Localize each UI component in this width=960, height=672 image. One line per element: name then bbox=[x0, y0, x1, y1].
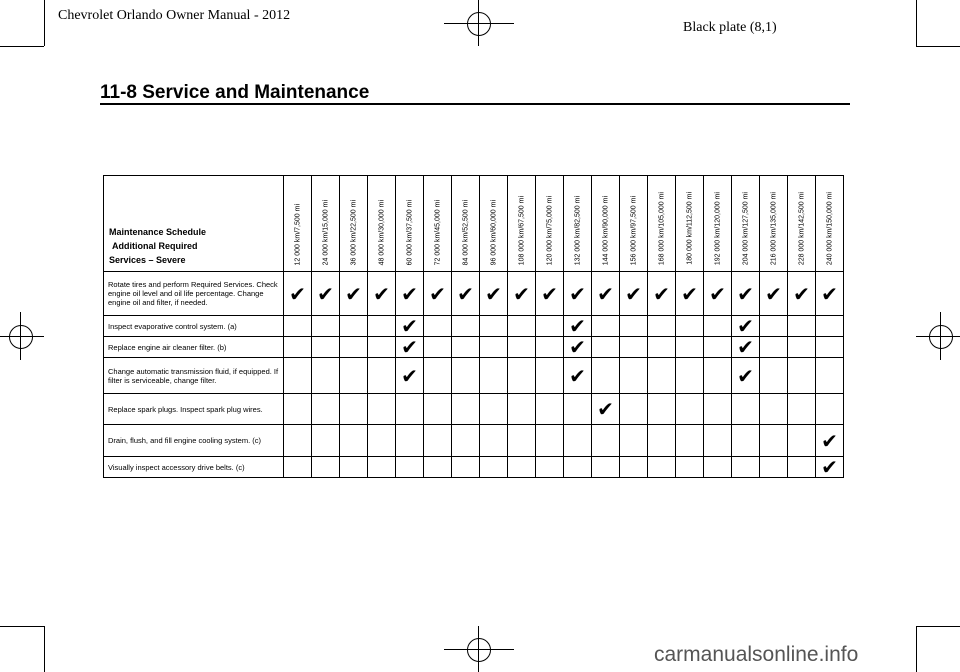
empty-cell bbox=[312, 316, 340, 337]
interval-header bbox=[452, 176, 480, 272]
empty-cell bbox=[536, 316, 564, 337]
schedule-heading: Maintenance Schedule bbox=[109, 227, 207, 237]
interval-label: 108 000 km/67,500 mi bbox=[518, 195, 525, 265]
empty-cell bbox=[704, 394, 732, 425]
interval-header bbox=[648, 176, 676, 272]
empty-cell bbox=[284, 457, 312, 478]
empty-cell bbox=[760, 316, 788, 337]
empty-cell bbox=[648, 425, 676, 457]
empty-cell bbox=[536, 457, 564, 478]
check-mark-icon: ✔ bbox=[564, 316, 592, 337]
check-mark-icon: ✔ bbox=[704, 272, 732, 316]
check-mark-icon: ✔ bbox=[396, 337, 424, 358]
check-mark-icon: ✔ bbox=[564, 358, 592, 394]
schedule-header-row bbox=[104, 176, 844, 272]
empty-cell bbox=[312, 394, 340, 425]
empty-cell bbox=[452, 425, 480, 457]
empty-cell bbox=[592, 316, 620, 337]
empty-cell bbox=[452, 457, 480, 478]
schedule-row bbox=[104, 316, 844, 337]
empty-cell bbox=[816, 358, 844, 394]
empty-cell bbox=[704, 358, 732, 394]
title-rule bbox=[100, 103, 850, 105]
check-mark-icon: ✔ bbox=[424, 272, 452, 316]
check-mark-icon: ✔ bbox=[760, 272, 788, 316]
check-mark-icon: ✔ bbox=[340, 272, 368, 316]
interval-label: 24 000 km/15,000 mi bbox=[322, 199, 329, 265]
crop-mark-bottom-right-h bbox=[916, 626, 960, 627]
empty-cell bbox=[424, 425, 452, 457]
empty-cell bbox=[592, 337, 620, 358]
check-mark-icon: ✔ bbox=[648, 272, 676, 316]
interval-header bbox=[508, 176, 536, 272]
registration-line-left-h bbox=[0, 336, 44, 337]
empty-cell bbox=[676, 425, 704, 457]
interval-label: 192 000 km/120,000 mi bbox=[714, 191, 721, 265]
check-mark-icon: ✔ bbox=[536, 272, 564, 316]
empty-cell bbox=[312, 425, 340, 457]
empty-cell bbox=[536, 394, 564, 425]
check-mark-icon: ✔ bbox=[816, 457, 844, 478]
empty-cell bbox=[452, 337, 480, 358]
empty-cell bbox=[592, 425, 620, 457]
empty-cell bbox=[648, 316, 676, 337]
check-mark-icon: ✔ bbox=[396, 358, 424, 394]
schedule-row bbox=[104, 394, 844, 425]
interval-header bbox=[480, 176, 508, 272]
interval-label: 132 000 km/82,500 mi bbox=[574, 195, 581, 265]
check-mark-icon: ✔ bbox=[396, 272, 424, 316]
interval-label: 36 000 km/22,500 mi bbox=[350, 199, 357, 265]
service-task: Drain, flush, and fill engine cooling system. (c) bbox=[104, 425, 284, 457]
empty-cell bbox=[648, 457, 676, 478]
empty-cell bbox=[284, 337, 312, 358]
interval-header bbox=[704, 176, 732, 272]
empty-cell bbox=[788, 425, 816, 457]
empty-cell bbox=[480, 358, 508, 394]
empty-cell bbox=[620, 358, 648, 394]
service-task: Rotate tires and perform Required Services. Check engine oil level and oil life percentage. Change engine oil and filter, if needed. bbox=[104, 272, 284, 316]
empty-cell bbox=[760, 337, 788, 358]
empty-cell bbox=[648, 358, 676, 394]
interval-label: 168 000 km/105,000 mi bbox=[658, 191, 665, 265]
empty-cell bbox=[704, 316, 732, 337]
check-mark-icon: ✔ bbox=[620, 272, 648, 316]
empty-cell bbox=[312, 457, 340, 478]
empty-cell bbox=[816, 394, 844, 425]
empty-cell bbox=[368, 457, 396, 478]
check-mark-icon: ✔ bbox=[816, 272, 844, 316]
empty-cell bbox=[368, 425, 396, 457]
empty-cell bbox=[284, 316, 312, 337]
schedule-row bbox=[104, 272, 844, 316]
service-task: Change automatic transmission fluid, if equipped. If filter is serviceable, change filter. bbox=[104, 358, 284, 394]
schedule-body bbox=[104, 176, 844, 478]
registration-circle-right bbox=[929, 325, 953, 349]
registration-line-right-h bbox=[916, 336, 960, 337]
interval-header bbox=[816, 176, 844, 272]
empty-cell bbox=[564, 394, 592, 425]
interval-header bbox=[788, 176, 816, 272]
empty-cell bbox=[592, 358, 620, 394]
interval-header bbox=[536, 176, 564, 272]
empty-cell bbox=[760, 358, 788, 394]
check-mark-icon: ✔ bbox=[452, 272, 480, 316]
registration-circle-left bbox=[9, 325, 33, 349]
empty-cell bbox=[340, 457, 368, 478]
empty-cell bbox=[368, 316, 396, 337]
schedule-row bbox=[104, 457, 844, 478]
check-mark-icon: ✔ bbox=[732, 272, 760, 316]
check-mark-icon: ✔ bbox=[480, 272, 508, 316]
registration-line-right-v bbox=[940, 312, 941, 360]
empty-cell bbox=[788, 337, 816, 358]
header-document-title: Chevrolet Orlando Owner Manual - 2012 bbox=[58, 8, 291, 23]
empty-cell bbox=[536, 337, 564, 358]
interval-label: 144 000 km/90,000 mi bbox=[602, 195, 609, 265]
empty-cell bbox=[760, 394, 788, 425]
empty-cell bbox=[508, 425, 536, 457]
interval-label: 228 000 km/142,500 mi bbox=[798, 191, 805, 265]
registration-line-left-v bbox=[20, 312, 21, 360]
interval-header bbox=[592, 176, 620, 272]
empty-cell bbox=[340, 316, 368, 337]
empty-cell bbox=[508, 358, 536, 394]
interval-label: 60 000 km/37,500 mi bbox=[406, 199, 413, 265]
empty-cell bbox=[704, 337, 732, 358]
schedule-subheading-2: Services – Severe bbox=[109, 255, 186, 265]
empty-cell bbox=[676, 358, 704, 394]
empty-cell bbox=[620, 457, 648, 478]
empty-cell bbox=[816, 337, 844, 358]
empty-cell bbox=[760, 457, 788, 478]
empty-cell bbox=[760, 425, 788, 457]
registration-circle-bottom bbox=[467, 638, 491, 662]
empty-cell bbox=[396, 457, 424, 478]
check-mark-icon: ✔ bbox=[732, 337, 760, 358]
interval-label: 180 000 km/112,500 mi bbox=[686, 192, 693, 265]
empty-cell bbox=[564, 425, 592, 457]
empty-cell bbox=[452, 316, 480, 337]
empty-cell bbox=[480, 425, 508, 457]
empty-cell bbox=[284, 394, 312, 425]
empty-cell bbox=[620, 394, 648, 425]
empty-cell bbox=[536, 358, 564, 394]
page-title: 11-8 Service and Maintenance bbox=[100, 82, 370, 103]
schedule-row bbox=[104, 425, 844, 457]
registration-line-bottom-h bbox=[444, 649, 514, 650]
empty-cell bbox=[480, 316, 508, 337]
empty-cell bbox=[284, 358, 312, 394]
header-plate-label: Black plate (8,1) bbox=[683, 20, 777, 35]
empty-cell bbox=[788, 358, 816, 394]
empty-cell bbox=[564, 457, 592, 478]
empty-cell bbox=[592, 457, 620, 478]
interval-header bbox=[340, 176, 368, 272]
interval-header bbox=[676, 176, 704, 272]
interval-header bbox=[312, 176, 340, 272]
interval-label: 204 000 km/127,500 mi bbox=[742, 191, 749, 265]
registration-circle-top bbox=[467, 12, 491, 36]
check-mark-icon: ✔ bbox=[284, 272, 312, 316]
empty-cell bbox=[480, 457, 508, 478]
empty-cell bbox=[452, 358, 480, 394]
schedule-subheading-1: Additional Required bbox=[112, 241, 198, 251]
empty-cell bbox=[340, 337, 368, 358]
service-task: Replace engine air cleaner filter. (b) bbox=[104, 337, 284, 358]
empty-cell bbox=[676, 337, 704, 358]
service-task: Inspect evaporative control system. (a) bbox=[104, 316, 284, 337]
empty-cell bbox=[340, 394, 368, 425]
interval-label: 156 000 km/97,500 mi bbox=[630, 195, 637, 265]
registration-line-top-v bbox=[478, 0, 479, 46]
empty-cell bbox=[508, 394, 536, 425]
crop-mark-bottom-left-v bbox=[44, 626, 45, 672]
schedule-row bbox=[104, 358, 844, 394]
empty-cell bbox=[648, 394, 676, 425]
empty-cell bbox=[424, 358, 452, 394]
empty-cell bbox=[704, 457, 732, 478]
empty-cell bbox=[368, 394, 396, 425]
empty-cell bbox=[704, 425, 732, 457]
empty-cell bbox=[424, 337, 452, 358]
empty-cell bbox=[424, 457, 452, 478]
interval-header bbox=[368, 176, 396, 272]
empty-cell bbox=[284, 425, 312, 457]
empty-cell bbox=[340, 425, 368, 457]
registration-line-top-h bbox=[444, 23, 514, 24]
crop-mark-top-right-v bbox=[916, 0, 917, 46]
empty-cell bbox=[788, 394, 816, 425]
empty-cell bbox=[676, 316, 704, 337]
empty-cell bbox=[368, 337, 396, 358]
interval-header bbox=[424, 176, 452, 272]
empty-cell bbox=[788, 316, 816, 337]
crop-mark-top-right-h bbox=[916, 46, 960, 47]
schedule-heading-cell bbox=[104, 176, 284, 272]
service-task: Replace spark plugs. Inspect spark plug wires. bbox=[104, 394, 284, 425]
check-mark-icon: ✔ bbox=[732, 316, 760, 337]
empty-cell bbox=[508, 316, 536, 337]
empty-cell bbox=[340, 358, 368, 394]
check-mark-icon: ✔ bbox=[312, 272, 340, 316]
interval-header bbox=[284, 176, 312, 272]
check-mark-icon: ✔ bbox=[564, 337, 592, 358]
interval-label: 48 000 km/30,000 mi bbox=[378, 199, 385, 265]
empty-cell bbox=[732, 457, 760, 478]
interval-label: 12 000 km/7,500 mi bbox=[294, 203, 301, 265]
check-mark-icon: ✔ bbox=[368, 272, 396, 316]
empty-cell bbox=[312, 358, 340, 394]
empty-cell bbox=[732, 394, 760, 425]
maintenance-schedule-table bbox=[103, 175, 844, 478]
empty-cell bbox=[620, 425, 648, 457]
interval-header bbox=[396, 176, 424, 272]
empty-cell bbox=[424, 316, 452, 337]
check-mark-icon: ✔ bbox=[732, 358, 760, 394]
empty-cell bbox=[676, 394, 704, 425]
footer-watermark: carmanualsonline.info bbox=[654, 643, 859, 666]
check-mark-icon: ✔ bbox=[508, 272, 536, 316]
check-mark-icon: ✔ bbox=[592, 394, 620, 425]
interval-header bbox=[564, 176, 592, 272]
empty-cell bbox=[480, 337, 508, 358]
check-mark-icon: ✔ bbox=[396, 316, 424, 337]
check-mark-icon: ✔ bbox=[564, 272, 592, 316]
registration-line-bottom-v bbox=[478, 626, 479, 672]
check-mark-icon: ✔ bbox=[676, 272, 704, 316]
empty-cell bbox=[648, 337, 676, 358]
interval-label: 120 000 km/75,000 mi bbox=[546, 195, 553, 265]
empty-cell bbox=[368, 358, 396, 394]
empty-cell bbox=[788, 457, 816, 478]
interval-label: 240 000 km/150,000 mi bbox=[826, 191, 833, 265]
interval-header bbox=[732, 176, 760, 272]
empty-cell bbox=[396, 425, 424, 457]
check-mark-icon: ✔ bbox=[816, 425, 844, 457]
empty-cell bbox=[536, 425, 564, 457]
empty-cell bbox=[424, 394, 452, 425]
empty-cell bbox=[508, 337, 536, 358]
service-task: Visually inspect accessory drive belts. (c) bbox=[104, 457, 284, 478]
crop-mark-bottom-right-v bbox=[916, 626, 917, 672]
crop-mark-top-left-h bbox=[0, 46, 44, 47]
crop-mark-top-left-v bbox=[44, 0, 45, 46]
empty-cell bbox=[508, 457, 536, 478]
interval-label: 84 000 km/52,500 mi bbox=[462, 199, 469, 265]
crop-mark-bottom-left-h bbox=[0, 626, 44, 627]
empty-cell bbox=[676, 457, 704, 478]
interval-header bbox=[620, 176, 648, 272]
check-mark-icon: ✔ bbox=[592, 272, 620, 316]
interval-header bbox=[760, 176, 788, 272]
interval-label: 72 000 km/45,000 mi bbox=[434, 199, 441, 265]
check-mark-icon: ✔ bbox=[788, 272, 816, 316]
empty-cell bbox=[620, 316, 648, 337]
schedule-row bbox=[104, 337, 844, 358]
empty-cell bbox=[452, 394, 480, 425]
empty-cell bbox=[396, 394, 424, 425]
empty-cell bbox=[620, 337, 648, 358]
empty-cell bbox=[816, 316, 844, 337]
interval-label: 96 000 km/60,000 mi bbox=[490, 199, 497, 265]
empty-cell bbox=[732, 425, 760, 457]
empty-cell bbox=[312, 337, 340, 358]
empty-cell bbox=[480, 394, 508, 425]
interval-label: 216 000 km/135,000 mi bbox=[770, 191, 777, 265]
